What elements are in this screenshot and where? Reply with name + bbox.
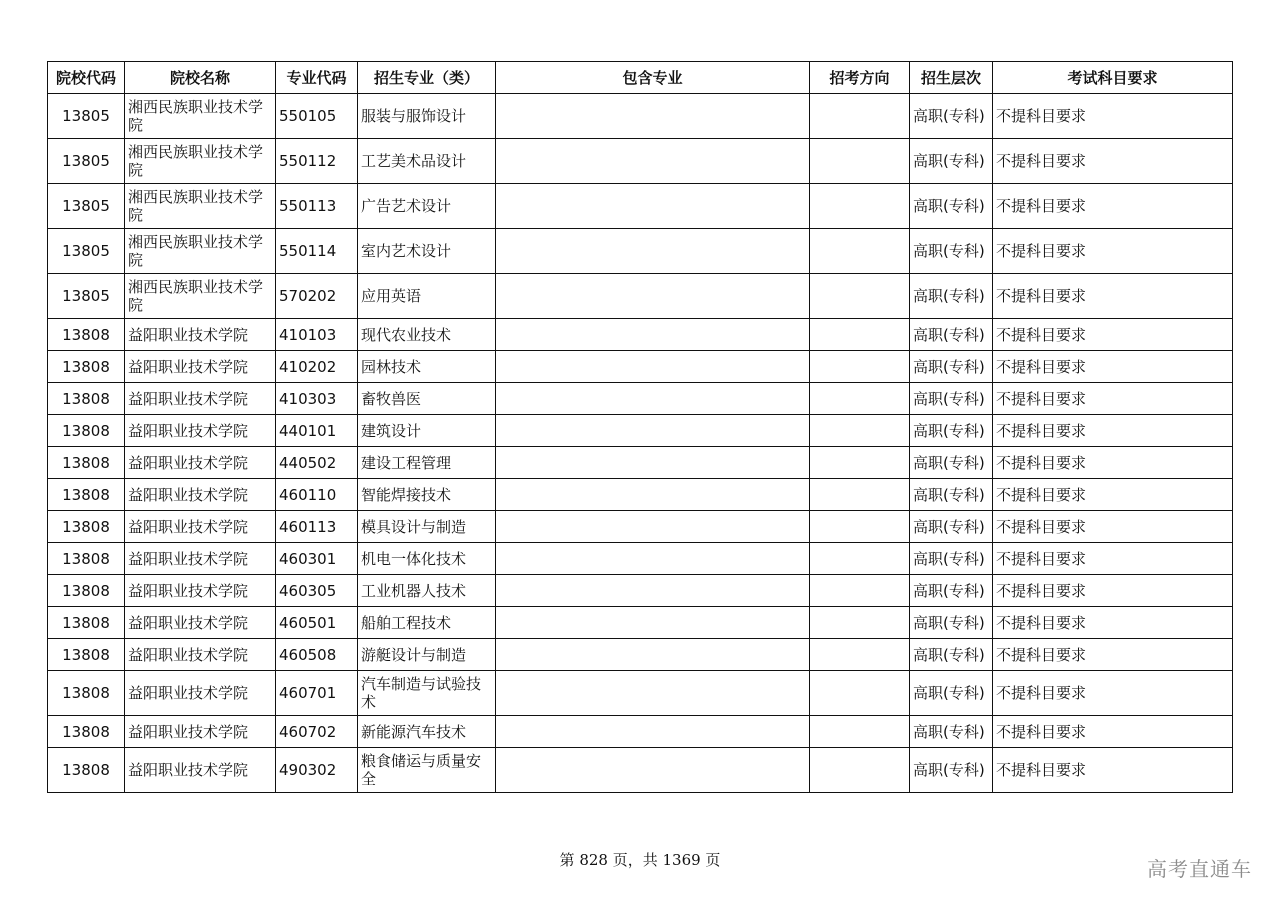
- header-subject-requirements: 考试科目要求: [993, 62, 1233, 94]
- cell-school-code: 13808: [48, 447, 125, 479]
- cell-major-name: 智能焊接技术: [358, 479, 496, 511]
- header-school-code: 院校代码: [48, 62, 125, 94]
- cell-subject-requirements: 不提科目要求: [993, 184, 1233, 229]
- cell-major-code: 460113: [276, 511, 358, 543]
- cell-direction: [810, 274, 910, 319]
- cell-school-code: 13808: [48, 383, 125, 415]
- cell-major-name: 应用英语: [358, 274, 496, 319]
- cell-included-majors: [496, 94, 810, 139]
- cell-direction: [810, 575, 910, 607]
- cell-subject-requirements: 不提科目要求: [993, 479, 1233, 511]
- cell-level: 高职(专科): [910, 139, 993, 184]
- cell-level: 高职(专科): [910, 415, 993, 447]
- table-row: [48, 575, 1233, 607]
- cell-major-name: 机电一体化技术: [358, 543, 496, 575]
- cell-major-code: 410202: [276, 351, 358, 383]
- cell-subject-requirements: 不提科目要求: [993, 94, 1233, 139]
- cell-included-majors: [496, 184, 810, 229]
- cell-level: 高职(专科): [910, 511, 993, 543]
- cell-major-code: 460301: [276, 543, 358, 575]
- cell-level: 高职(专科): [910, 447, 993, 479]
- table-row: [48, 748, 1233, 793]
- cell-level: 高职(专科): [910, 94, 993, 139]
- cell-major-name: 游艇设计与制造: [358, 639, 496, 671]
- cell-included-majors: [496, 511, 810, 543]
- cell-direction: [810, 639, 910, 671]
- header-school-name: 院校名称: [125, 62, 276, 94]
- table-row: [48, 229, 1233, 274]
- cell-school-name: 湘西民族职业技术学院: [125, 274, 276, 319]
- cell-included-majors: [496, 639, 810, 671]
- cell-major-code: 440502: [276, 447, 358, 479]
- cell-included-majors: [496, 415, 810, 447]
- table-row: [48, 319, 1233, 351]
- cell-major-name: 工艺美术品设计: [358, 139, 496, 184]
- cell-direction: [810, 383, 910, 415]
- cell-subject-requirements: 不提科目要求: [993, 447, 1233, 479]
- cell-school-name: 益阳职业技术学院: [125, 716, 276, 748]
- cell-subject-requirements: 不提科目要求: [993, 748, 1233, 793]
- cell-major-name: 模具设计与制造: [358, 511, 496, 543]
- cell-included-majors: [496, 748, 810, 793]
- cell-direction: [810, 184, 910, 229]
- cell-major-code: 460501: [276, 607, 358, 639]
- cell-level: 高职(专科): [910, 543, 993, 575]
- cell-included-majors: [496, 543, 810, 575]
- cell-included-majors: [496, 274, 810, 319]
- cell-school-code: 13805: [48, 274, 125, 319]
- cell-school-code: 13805: [48, 229, 125, 274]
- cell-direction: [810, 351, 910, 383]
- cell-subject-requirements: 不提科目要求: [993, 319, 1233, 351]
- cell-direction: [810, 415, 910, 447]
- cell-major-name: 园林技术: [358, 351, 496, 383]
- cell-school-code: 13808: [48, 575, 125, 607]
- cell-included-majors: [496, 671, 810, 716]
- table-row: [48, 607, 1233, 639]
- table-row: [48, 639, 1233, 671]
- cell-subject-requirements: 不提科目要求: [993, 415, 1233, 447]
- table-row: [48, 383, 1233, 415]
- cell-school-name: 益阳职业技术学院: [125, 479, 276, 511]
- header-direction: 招考方向: [810, 62, 910, 94]
- header-major-name: 招生专业（类）: [358, 62, 496, 94]
- cell-major-name: 船舶工程技术: [358, 607, 496, 639]
- cell-major-code: 460701: [276, 671, 358, 716]
- cell-school-name: 湘西民族职业技术学院: [125, 139, 276, 184]
- cell-direction: [810, 229, 910, 274]
- cell-level: 高职(专科): [910, 607, 993, 639]
- cell-major-name: 广告艺术设计: [358, 184, 496, 229]
- cell-included-majors: [496, 319, 810, 351]
- watermark-text: 高考直通车: [1147, 857, 1252, 881]
- cell-included-majors: [496, 383, 810, 415]
- cell-school-name: 益阳职业技术学院: [125, 748, 276, 793]
- header-major-code: 专业代码: [276, 62, 358, 94]
- table-row: [48, 274, 1233, 319]
- cell-included-majors: [496, 229, 810, 274]
- cell-major-code: 550105: [276, 94, 358, 139]
- cell-included-majors: [496, 607, 810, 639]
- cell-school-name: 益阳职业技术学院: [125, 543, 276, 575]
- cell-level: 高职(专科): [910, 383, 993, 415]
- table-row: [48, 94, 1233, 139]
- cell-school-name: 益阳职业技术学院: [125, 447, 276, 479]
- cell-school-name: 益阳职业技术学院: [125, 639, 276, 671]
- cell-major-code: 440101: [276, 415, 358, 447]
- table-row: [48, 511, 1233, 543]
- cell-school-code: 13808: [48, 716, 125, 748]
- cell-school-name: 益阳职业技术学院: [125, 575, 276, 607]
- header-level: 招生层次: [910, 62, 993, 94]
- cell-major-code: 550114: [276, 229, 358, 274]
- cell-major-code: 490302: [276, 748, 358, 793]
- cell-subject-requirements: 不提科目要求: [993, 383, 1233, 415]
- cell-major-code: 460702: [276, 716, 358, 748]
- cell-subject-requirements: 不提科目要求: [993, 229, 1233, 274]
- cell-school-code: 13808: [48, 319, 125, 351]
- cell-direction: [810, 716, 910, 748]
- cell-major-name: 粮食储运与质量安全: [358, 748, 496, 793]
- cell-direction: [810, 543, 910, 575]
- table-row: [48, 184, 1233, 229]
- cell-level: 高职(专科): [910, 351, 993, 383]
- cell-school-code: 13808: [48, 415, 125, 447]
- table-row: [48, 415, 1233, 447]
- cell-included-majors: [496, 479, 810, 511]
- cell-major-code: 460508: [276, 639, 358, 671]
- cell-major-code: 410103: [276, 319, 358, 351]
- cell-school-name: 益阳职业技术学院: [125, 671, 276, 716]
- cell-school-name: 益阳职业技术学院: [125, 383, 276, 415]
- cell-school-name: 益阳职业技术学院: [125, 607, 276, 639]
- cell-major-name: 新能源汽车技术: [358, 716, 496, 748]
- cell-major-name: 建设工程管理: [358, 447, 496, 479]
- cell-level: 高职(专科): [910, 575, 993, 607]
- cell-subject-requirements: 不提科目要求: [993, 716, 1233, 748]
- cell-direction: [810, 607, 910, 639]
- cell-school-code: 13805: [48, 94, 125, 139]
- cell-major-name: 工业机器人技术: [358, 575, 496, 607]
- cell-school-code: 13808: [48, 671, 125, 716]
- table-row: [48, 543, 1233, 575]
- cell-school-name: 益阳职业技术学院: [125, 511, 276, 543]
- cell-level: 高职(专科): [910, 479, 993, 511]
- cell-school-name: 益阳职业技术学院: [125, 415, 276, 447]
- cell-major-code: 550112: [276, 139, 358, 184]
- cell-school-name: 湘西民族职业技术学院: [125, 229, 276, 274]
- cell-school-name: 湘西民族职业技术学院: [125, 184, 276, 229]
- cell-major-code: 570202: [276, 274, 358, 319]
- cell-direction: [810, 94, 910, 139]
- header-included-majors: 包含专业: [496, 62, 810, 94]
- table-row: [48, 447, 1233, 479]
- cell-level: 高职(专科): [910, 184, 993, 229]
- cell-major-name: 室内艺术设计: [358, 229, 496, 274]
- cell-major-name: 汽车制造与试验技术: [358, 671, 496, 716]
- cell-school-name: 益阳职业技术学院: [125, 319, 276, 351]
- table-row: [48, 716, 1233, 748]
- cell-school-code: 13808: [48, 543, 125, 575]
- table-row: [48, 479, 1233, 511]
- cell-school-code: 13808: [48, 748, 125, 793]
- cell-level: 高职(专科): [910, 639, 993, 671]
- cell-major-code: 550113: [276, 184, 358, 229]
- cell-included-majors: [496, 139, 810, 184]
- cell-school-code: 13805: [48, 184, 125, 229]
- table-row: [48, 671, 1233, 716]
- cell-major-code: 460110: [276, 479, 358, 511]
- cell-school-code: 13808: [48, 351, 125, 383]
- cell-level: 高职(专科): [910, 274, 993, 319]
- cell-direction: [810, 479, 910, 511]
- cell-school-code: 13808: [48, 639, 125, 671]
- admission-majors-table: [47, 61, 1233, 793]
- cell-level: 高职(专科): [910, 716, 993, 748]
- cell-major-name: 建筑设计: [358, 415, 496, 447]
- page-number: 第 828 页，共 1369 页: [559, 851, 721, 869]
- cell-school-code: 13808: [48, 511, 125, 543]
- cell-subject-requirements: 不提科目要求: [993, 575, 1233, 607]
- cell-level: 高职(专科): [910, 748, 993, 793]
- cell-subject-requirements: 不提科目要求: [993, 639, 1233, 671]
- cell-subject-requirements: 不提科目要求: [993, 139, 1233, 184]
- cell-level: 高职(专科): [910, 229, 993, 274]
- cell-subject-requirements: 不提科目要求: [993, 671, 1233, 716]
- cell-school-code: 13808: [48, 479, 125, 511]
- table-row: [48, 351, 1233, 383]
- cell-direction: [810, 511, 910, 543]
- cell-included-majors: [496, 575, 810, 607]
- cell-level: 高职(专科): [910, 671, 993, 716]
- cell-included-majors: [496, 716, 810, 748]
- cell-major-name: 畜牧兽医: [358, 383, 496, 415]
- table-row: [48, 139, 1233, 184]
- cell-direction: [810, 748, 910, 793]
- cell-subject-requirements: 不提科目要求: [993, 511, 1233, 543]
- cell-subject-requirements: 不提科目要求: [993, 274, 1233, 319]
- cell-major-name: 现代农业技术: [358, 319, 496, 351]
- cell-level: 高职(专科): [910, 319, 993, 351]
- cell-direction: [810, 139, 910, 184]
- cell-included-majors: [496, 351, 810, 383]
- cell-direction: [810, 319, 910, 351]
- cell-subject-requirements: 不提科目要求: [993, 543, 1233, 575]
- cell-school-code: 13805: [48, 139, 125, 184]
- table-header-row: [48, 62, 1233, 94]
- cell-school-code: 13808: [48, 607, 125, 639]
- cell-school-name: 益阳职业技术学院: [125, 351, 276, 383]
- cell-school-name: 湘西民族职业技术学院: [125, 94, 276, 139]
- cell-major-code: 410303: [276, 383, 358, 415]
- cell-direction: [810, 447, 910, 479]
- cell-major-code: 460305: [276, 575, 358, 607]
- cell-included-majors: [496, 447, 810, 479]
- cell-direction: [810, 671, 910, 716]
- cell-major-name: 服装与服饰设计: [358, 94, 496, 139]
- cell-subject-requirements: 不提科目要求: [993, 607, 1233, 639]
- cell-subject-requirements: 不提科目要求: [993, 351, 1233, 383]
